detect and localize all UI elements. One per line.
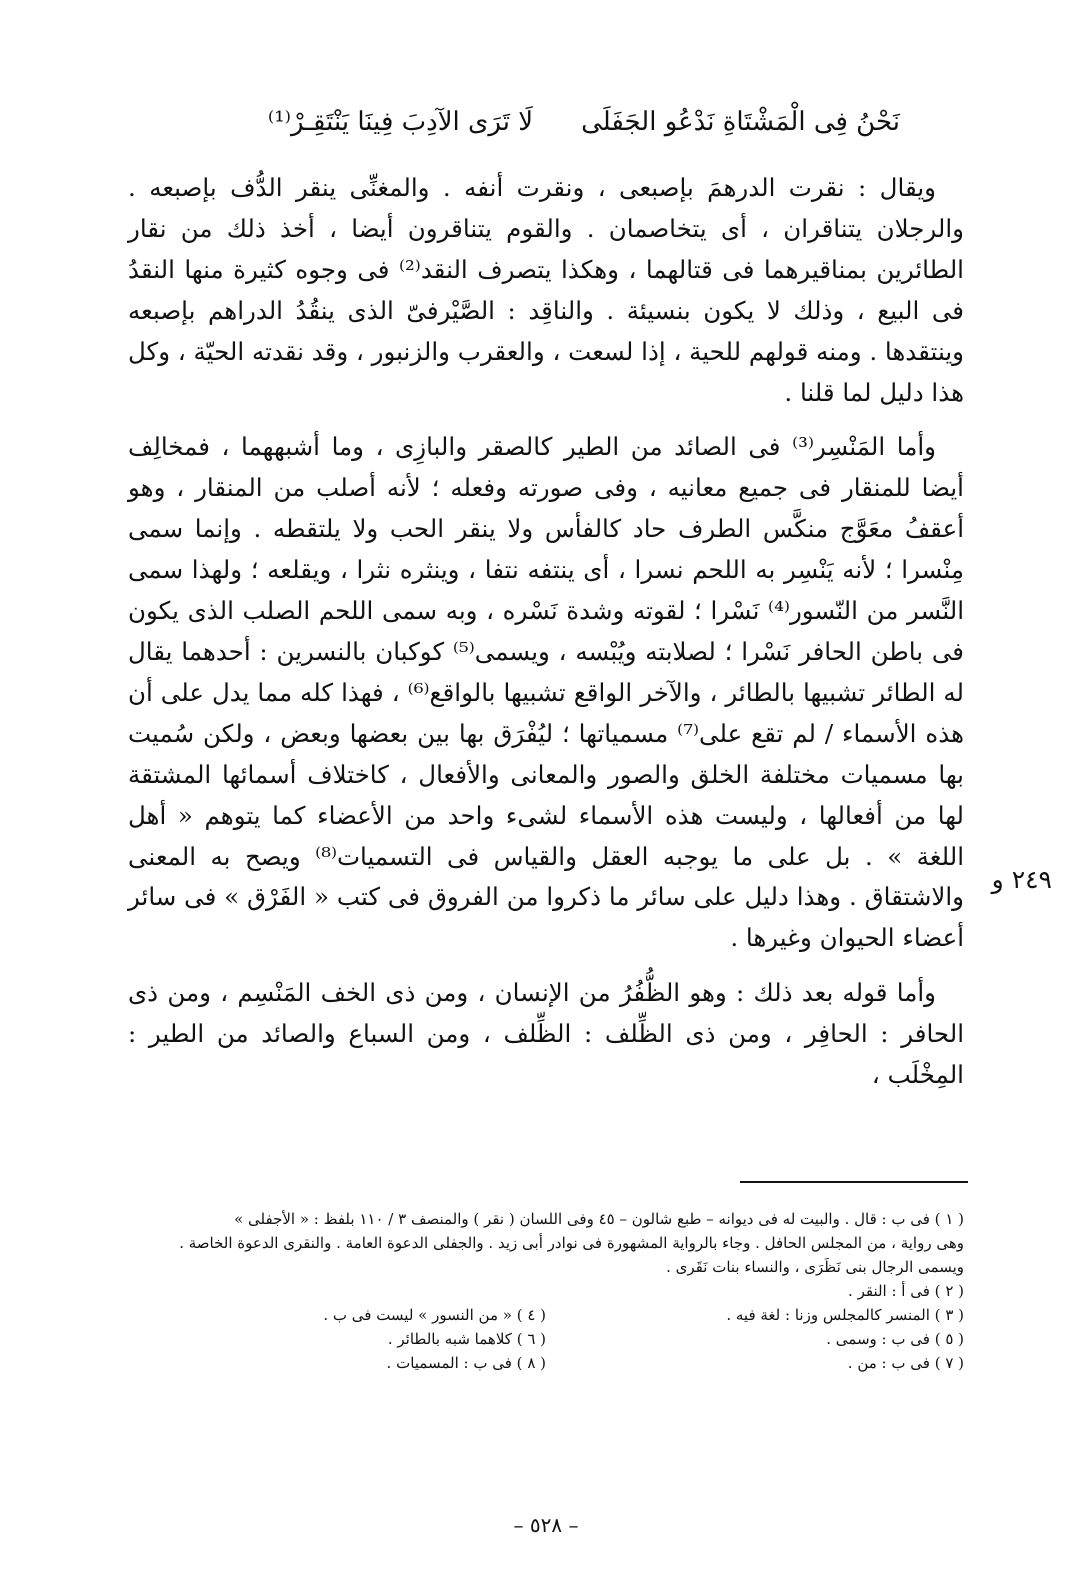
paragraph-zufur: وأما قوله بعد ذلك : وهو الظُّفُرُ من الإنسان ، ومن ذى الخف المَنْسِم ، ومن ذى الحافر : الحافِر ، ومن ذى الظِّلف : الظِّلف ، ومن السباع والصائد من الطير : المِخْلَب ، [128, 978, 964, 1090]
manuscript-folio-note: ٢٤٩ و [991, 865, 1052, 894]
verse-second-hemistich: لَا تَرَى الآدِبَ فِينَا يَنْتَقِـرْ⁽¹⁾ [267, 107, 534, 137]
paragraph-naqr: ويقال : نقرت الدرهمَ بإصبعى ، ونقرت أنفه . والمغنِّى ينقر الدُّف بإصبعه . والرجلان يتناقران ، أى يتخاصمان . والقوم يتناقرون أيضا ، أخذ ذلك من نقار الطائرين بمناقيرهما فى قتالهما ، وهكذا يتصرف النقد⁽²⁾ فى وجوه كثيرة منها النقدُ فى البيع ، وذلك لا يكون بنسيئة . والناقِد : الصَّيْرفىّ الذى ينقُدُ الدراهم بإصبعه وينتقدها . ومنه قولهم للحية ، إذا لسعت ، والعقرب والزنبور ، وقد نقدته الحيّة ، وكل هذا دليل لما قلنا . [128, 173, 964, 407]
footnote-5: ( ٥ ) فى ب : وسمى . [826, 1330, 964, 1348]
footnote-3: ( ٣ ) المنسر كالمجلس وزنا : لغة فيه . [726, 1306, 964, 1324]
paragraph-mansir: وأما المَنْسِر⁽³⁾ فى الصائد من الطير كالصقر والبازِى ، وما أشبههما ، فمخالِف أيضا للمنقار فى جميع معانيه ، وفى صورته وفعله ؛ لأنه أصلب من المنقار ، وهو أعقفُ معَوَّج منكَّس الطرف حاد كالفأس ولا ينقر الحب ولا يلتقطه . وإنما سمى مِنْسرا ؛ لأنه يَنْسِر به اللحم نسرا ، أى ينتفه نتفا ، وينثره نثرا ، ويقلعه ؛ ولهذا سمى النَّسر من النّسور⁽⁴⁾ نَسْرا ؛ لقوته وشدة نَسْره ، وبه سمى اللحم الصلب الذى يكون فى باطن الحافر نَسْرا ؛ لصلابته ويُبْسه ، ويسمى⁽⁵⁾ كوكبان بالنسرين : أحدهما يقال له الطائر تشبيها بالطائر ، والآخر الواقع تشبيها بالواقع⁽⁶⁾ ، فهذا كله مما يدل على أن هذه الأسماء / لم تقع على⁽⁷⁾ مسمياتها ؛ ليُفْرَق بها بين بعضها وبعض ، ولكن سُميت بها مسميات مختلفة الخلق والصور والمعانى والأفعال ، كاختلاف أسمائها المشتقة لها من أفعالها ، وليست هذه الأسماء لشىء واحد من الأعضاء كما يتوهم « أهل اللغة » . بل على ما يوجبه العقل والقياس فى التسميات⁽⁸⁾ ويصح به المعنى والاشتقاق . وهذا دليل على سائر ما ذكروا من الفروق فى كتب « الفَرْق » فى سائر أعضاء الحيوان وغيرها . [128, 432, 965, 953]
footnote-2: ( ٢ ) فى أ : النقر . [848, 1282, 964, 1300]
footnote-1-line-1: ( ١ ) فى ب : قال . والبيت له فى ديوانه – طبع شالون – ٤٥ وفى اللسان ( نقر ) والمنصف ٣ / ١١٠ بلفظ : « الأجفلى » [234, 1210, 964, 1228]
footnote-8: ( ٨ ) فى ب : المسميات . [386, 1354, 546, 1372]
footnote-1-line-2: وهى رواية ، من المجلس الحافل . وجاء بالرواية المشهورة فى نوادر أبى زيد . والجفلى الدعوة العامة . والنقرى الدعوة الخاصة . [179, 1234, 964, 1252]
footnote-6: ( ٦ ) كلاهما شبه بالطائر . [387, 1330, 546, 1348]
footnote-7: ( ٧ ) فى ب : من . [847, 1354, 964, 1372]
main-text [128, 168, 964, 1110]
poem-verse [180, 100, 900, 144]
footnote-1-line-3: ويسمى الرجال بنى نَظَرَى ، والنساء بنات نَقَرى . [666, 1258, 964, 1276]
footnote-row [128, 1327, 964, 1351]
verse-first-hemistich: نَحْنُ فِى الْمَشْتَاةِ نَدْعُو الجَفَلَى [581, 107, 900, 137]
footnote-divider [740, 1181, 968, 1183]
page-number: – ٥٢٨ – [513, 1513, 579, 1537]
footnotes [128, 1207, 964, 1375]
footnote-4: ( ٤ ) « من النسور » ليست فى ب . [323, 1306, 546, 1324]
footnote-row [128, 1351, 964, 1375]
footnote-row [128, 1303, 964, 1327]
